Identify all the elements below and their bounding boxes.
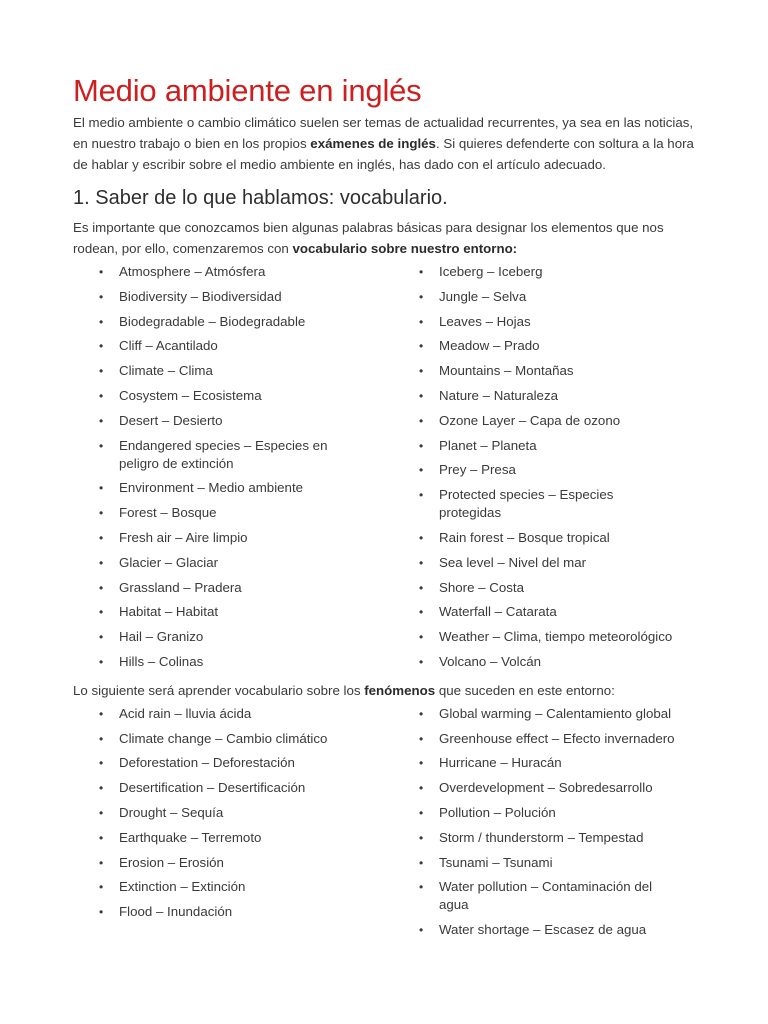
list-item [73,603,393,621]
bullet-icon: • [99,265,104,279]
list-item-text: Overdevelopment – Sobredesarrollo [439,780,653,796]
list-item-text: Waterfall – Catarata [439,604,557,620]
bullet-icon: • [99,731,104,746]
bullet-icon: • [419,654,424,669]
bullet-icon: • [99,654,104,669]
bullet-icon: • [419,463,424,478]
bullet-icon: • [99,364,104,379]
list-item [393,387,698,405]
bullet-icon: • [419,880,424,895]
list-item-text: Tsunami – Tsunami [439,854,553,870]
list-item [393,313,698,331]
bullet-icon: • [419,388,424,403]
list-item-text: Cosystem – Ecosistema [119,387,262,403]
bullet-icon: • [99,830,104,845]
list-item [73,829,393,847]
bullet-icon: • [419,488,424,503]
list-item-text: Forest – Bosque [119,505,217,521]
list-item-text: Water pollution – Contaminación del agua [439,879,653,913]
list-item-text: Nature – Naturaleza [439,387,558,403]
section2-paragraph [73,680,698,701]
bullet-icon: • [419,580,424,595]
list-item [73,337,393,355]
environment-vocab-list-right [393,263,698,678]
list-item [393,730,698,748]
bullet-icon: • [419,265,424,279]
list-item-text: Climate – Clima [119,363,213,379]
bullet-icon: • [99,805,104,820]
list-item [393,554,698,572]
section-heading-vocabulary: 1. Saber de lo que hablamos: vocabulario. [73,187,448,209]
list-item [73,479,393,497]
bullet-icon: • [419,438,424,453]
list-item-text: Biodegradable – Biodegradable [119,313,306,329]
intro-paragraph [73,112,698,175]
bullet-icon: • [419,805,424,820]
list-item [393,529,698,547]
list-item-text: Flood – Inundación [119,904,233,920]
bullet-icon: • [99,905,104,920]
list-item [393,921,698,939]
list-item [393,337,698,355]
list-item-text: Extinction – Extinción [119,879,246,895]
bullet-icon: • [99,756,104,771]
list-item-text: Meadow – Prado [439,338,540,354]
bullet-icon: • [99,506,104,521]
list-item-text: Erosion – Erosión [119,854,224,870]
bullet-icon: • [99,314,104,329]
list-item [73,313,393,331]
bullet-icon: • [419,364,424,379]
list-item-text: Mountains – Montañas [439,363,574,379]
list-item-text: Storm / thunderstorm – Tempestad [439,829,644,845]
list-item [73,653,393,671]
bullet-icon: • [419,923,424,938]
list-item [73,387,393,405]
list-item-text: Water shortage – Escasez de agua [439,922,647,938]
list-item-text: Global warming – Calentamiento global [439,705,672,721]
intro-text-2: . Si quieres defenderte con soltura a la hora de hablar y escribir sobre el medio ambiente en inglés, has dado con el artículo adecuado. [73,136,694,172]
list-item [393,579,698,597]
bullet-icon: • [419,555,424,570]
bullet-icon: • [99,289,104,304]
intro-text-1: El medio ambiente o cambio climático suelen ser temas de actualidad recurrentes, ya sea en las noticias, en nuestro trabajo o bien en los propios [73,115,694,151]
bullet-icon: • [99,781,104,796]
list-item-text: Biodiversity – Biodiversidad [119,288,282,304]
list-item-text: Protected species – Especies protegidas [439,487,614,521]
list-item [73,804,393,822]
list-item [393,754,698,772]
bullet-icon: • [99,388,104,403]
list-item [393,653,698,671]
bullet-icon: • [419,781,424,796]
list-item-text: Ozone Layer – Capa de ozono [439,412,621,428]
section1-bold: vocabulario sobre nuestro entorno: [292,241,518,256]
list-item-text: Deforestation – Deforestación [119,755,295,771]
bullet-icon: • [99,706,104,721]
list-item [393,603,698,621]
bullet-icon: • [419,530,424,545]
list-item-text: Acid rain – lluvia ácida [119,705,252,721]
list-item [73,437,393,473]
phenomena-vocab-list-right [393,705,698,946]
list-item [73,628,393,646]
phenomena-vocab-list-left [73,705,393,946]
list-item-text: Hurricane – Huracán [439,755,562,771]
list-item-text: Hills – Colinas [119,653,204,669]
bullet-icon: • [419,731,424,746]
list-item-text: Grassland – Pradera [119,579,242,595]
bullet-icon: • [419,756,424,771]
intro-bold-link: exámenes de inglés [310,136,436,151]
section1-text: Es importante que conozcamos bien algunas palabras básicas para designar los elementos que nos rodean, por ello, comenzaremos con [73,220,664,256]
list-item-text: Pollution – Polución [439,804,556,820]
list-item [393,628,698,646]
list-item-text: Drought – Sequía [119,804,224,820]
list-item-text: Rain forest – Bosque tropical [439,529,610,545]
list-item-text: Weather – Clima, tiempo meteorológico [439,629,673,645]
list-item [73,529,393,547]
list-item [393,804,698,822]
list-item [73,362,393,380]
bullet-icon: • [419,289,424,304]
document-page [73,72,698,946]
list-item [73,504,393,522]
list-item [393,779,698,797]
list-item [393,829,698,847]
bullet-icon: • [99,438,104,453]
environment-vocab-columns [73,263,698,678]
list-item [393,461,698,479]
bullet-icon: • [419,630,424,645]
list-item [73,263,393,281]
list-item-text: Cliff – Acantilado [119,338,218,354]
list-item-text: Greenhouse effect – Efecto invernadero [439,730,675,746]
bullet-icon: • [419,413,424,428]
list-item [393,705,698,723]
list-item [73,878,393,896]
list-item-text: Planet – Planeta [439,437,537,453]
list-item-text: Habitat – Habitat [119,604,219,620]
list-item [393,362,698,380]
list-item-text: Endangered species – Especies en peligro de extinción [119,437,328,471]
list-item [393,412,698,430]
list-item-text: Jungle – Selva [439,288,527,304]
list-item [73,903,393,921]
list-item [73,854,393,872]
list-item [393,288,698,306]
bullet-icon: • [99,530,104,545]
bullet-icon: • [419,339,424,354]
phenomena-vocab-columns [73,705,698,946]
list-item-text: Desertification – Desertificación [119,780,306,796]
list-item-text: Hail – Granizo [119,629,204,645]
list-item-text: Environment – Medio ambiente [119,480,304,496]
list-item [393,854,698,872]
list-item-text: Prey – Presa [439,462,516,478]
list-item-text: Sea level – Nivel del mar [439,554,587,570]
list-item [73,554,393,572]
list-item-text: Iceberg – Iceberg [439,264,543,279]
list-item [73,754,393,772]
list-item-text: Desert – Desierto [119,412,223,428]
list-item [393,486,698,522]
list-item-text: Atmosphere – Atmósfera [119,264,266,279]
bullet-icon: • [99,413,104,428]
bullet-icon: • [99,880,104,895]
bullet-icon: • [99,630,104,645]
list-item-text: Shore – Costa [439,579,525,595]
bullet-icon: • [419,605,424,620]
bullet-icon: • [99,339,104,354]
bullet-icon: • [419,314,424,329]
list-item-text: Volcano – Volcán [439,653,542,669]
list-item [73,779,393,797]
list-item [73,730,393,748]
bullet-icon: • [419,706,424,721]
list-item-text: Leaves – Hojas [439,313,531,329]
section2-text-2: que suceden en este entorno: [435,682,615,698]
bullet-icon: • [419,855,424,870]
list-item [73,705,393,723]
section2-text-1: Lo siguiente será aprender vocabulario sobre los [73,682,365,698]
list-item-text: Climate change – Cambio climático [119,730,328,746]
list-item [73,579,393,597]
bullet-icon: • [419,830,424,845]
list-item-text: Earthquake – Terremoto [119,829,262,845]
list-item [73,288,393,306]
bullet-icon: • [99,605,104,620]
section1-paragraph [73,217,698,259]
list-item-text: Glacier – Glaciar [119,554,219,570]
list-item-text: Fresh air – Aire limpio [119,529,248,545]
list-item [393,437,698,455]
bullet-icon: • [99,580,104,595]
section2-bold: fenómenos [364,682,436,698]
list-item [393,878,698,914]
list-item [73,412,393,430]
bullet-icon: • [99,481,104,496]
page-title: Medio ambiente en inglés [73,73,422,108]
bullet-icon: • [99,555,104,570]
list-item [393,263,698,281]
environment-vocab-list-left [73,263,393,678]
bullet-icon: • [99,855,104,870]
